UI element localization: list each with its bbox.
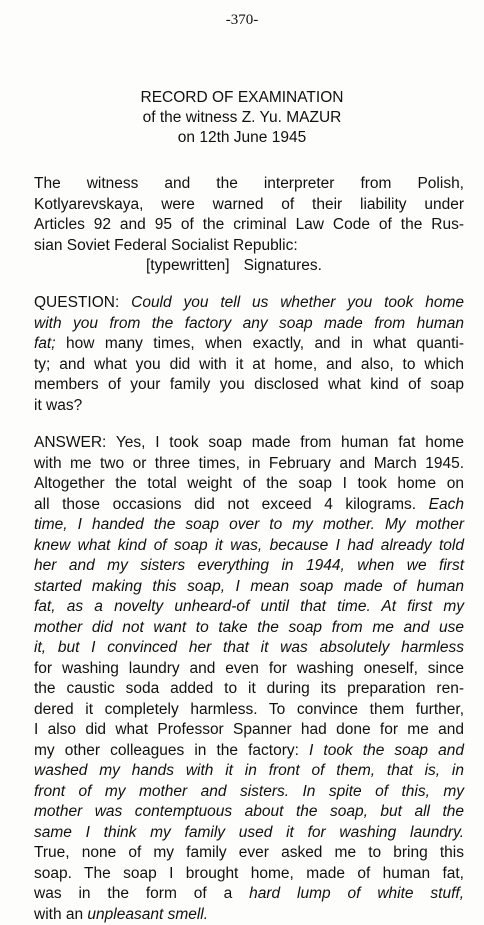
text-line: fat; how many times, when exactly, and in what quanti- [34,334,464,355]
text-line: ANSWER: Yes, I took soap made from human fat home [34,433,464,454]
text-line: time, I handed the soap over to my mother. My mother [34,515,464,536]
text-line: it was? [34,396,464,417]
text-line: my other colleagues in the factory: I took the soap and [34,741,464,762]
text-line: same I think my family used it for washing laundry. [34,823,464,844]
heading-date: on 12th June 1945 [0,128,484,148]
text-line: with me two or three times, in February and March 1945. [34,454,464,475]
text-line: dered it completely harmless. To convince them further, [34,700,464,721]
text-line: I also did what Professor Spanner had done for me and [34,720,464,741]
text-line: for washing laundry and even for washing oneself, since [34,659,464,680]
text-line: front of my mother and sisters. In spite of this, my [34,782,464,803]
question-label: QUESTION: [34,294,119,311]
text-line: True, none of my family ever asked me to bring this [34,843,464,864]
typewritten-note: [typewritten] [146,257,230,274]
text-line: the caustic soda added to it during its preparation ren- [34,679,464,700]
text-line: was in the form of a hard lump of white stuff, [34,884,464,905]
heading-title: RECORD OF EXAMINATION [0,88,484,108]
heading-witness: of the witness Z. Yu. MAZUR [0,108,484,128]
text-line: fat, as a novelty unheard-of until that time. At first my [34,597,464,618]
text-line: with an unpleasant smell. [34,905,464,925]
text-line: members of your family you disclosed what kind of soap [34,375,464,396]
signatures-label: Signatures. [244,257,322,274]
text-line: washed my hands with it in front of them, that is, in [34,761,464,782]
intro-paragraph [34,174,464,277]
answer-paragraph [34,433,464,925]
text-line: it, but I convinced her that it was absolutely harmless [34,638,464,659]
text-line: her and my sisters everything in 1944, when we first [34,556,464,577]
text-line: mother did not want to take the soap from me and use [34,618,464,639]
text-line: Altogether the total weight of the soap I took home on [34,474,464,495]
signature-line [34,256,464,277]
question-paragraph [34,293,464,416]
text-line: with you from the factory any soap made from human [34,314,464,335]
text-line: ty; and what you did with it at home, and also, to which [34,355,464,376]
record-heading [0,88,484,148]
text-line: started making this soap, I mean soap made of human [34,577,464,598]
text-line: Kotlyarevskaya, were warned of their liability under [34,195,464,216]
text-line: QUESTION: Could you tell us whether you took home [34,293,464,314]
text-line: knew what kind of soap it was, because I had already told [34,536,464,557]
text-line: The witness and the interpreter from Polish, [34,174,464,195]
text-line: Articles 92 and 95 of the criminal Law Code of the Rus- [34,215,464,236]
text-line: sian Soviet Federal Socialist Republic: [34,236,464,257]
text-line: all those occasions did not exceed 4 kilograms. Each [34,495,464,516]
text-line: mother was contemptuous about the soap, but all the [34,802,464,823]
text-line: soap. The soap I brought home, made of human fat, [34,864,464,885]
page-number: -370- [0,12,484,29]
